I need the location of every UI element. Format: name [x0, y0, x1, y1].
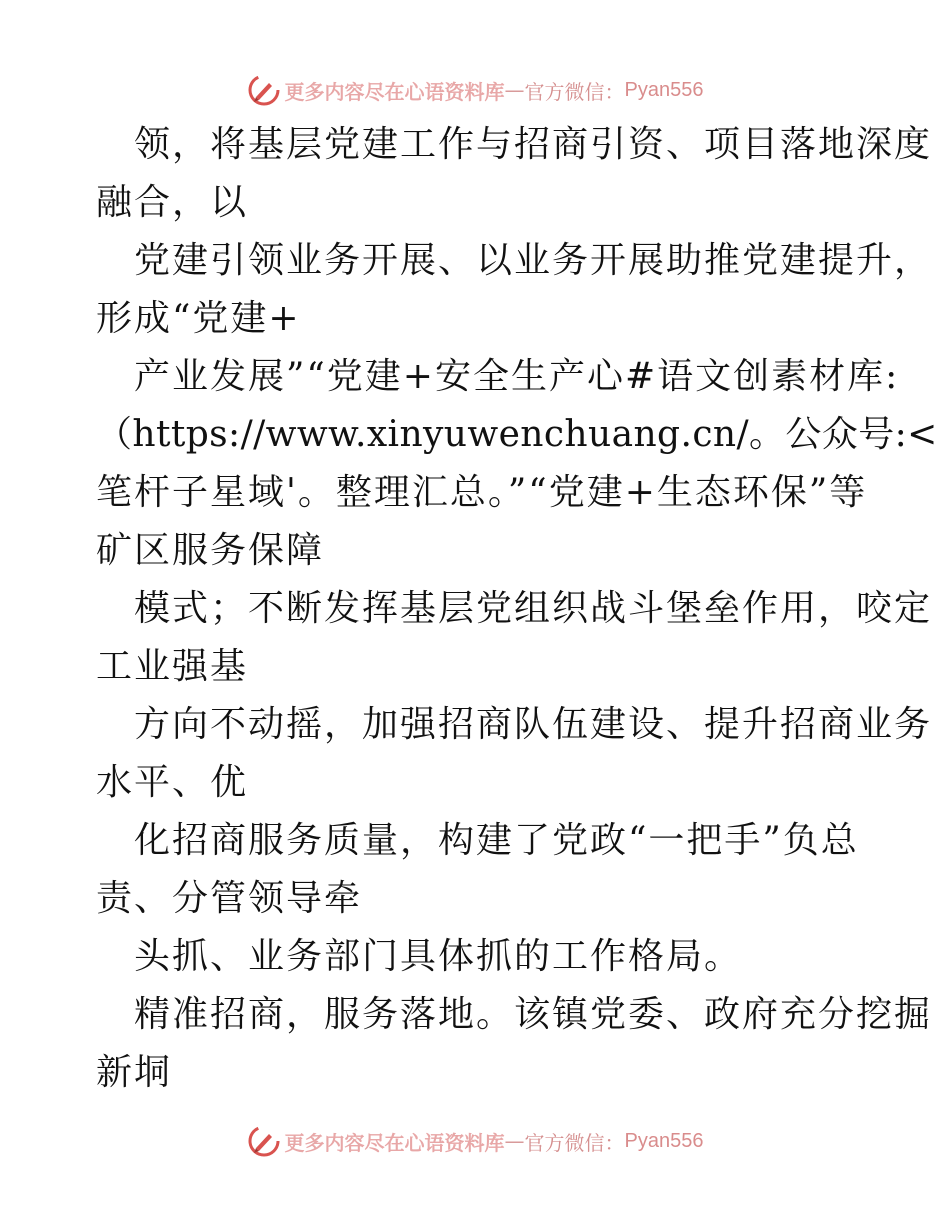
- text-line: 笔杆子星域'。整理汇总。”“党建+生态环保”等: [96, 472, 868, 513]
- text-line: 产业发展”“党建+安全生产心#语文创素材库:: [134, 356, 900, 397]
- banner-wechat-id: Pyan556: [624, 1129, 704, 1152]
- footer-watermark-banner: [0, 1121, 950, 1161]
- text-line: 工业强基: [96, 646, 249, 687]
- text-line: 头抓、业务部门具体抓的工作格局。: [134, 936, 743, 977]
- banner-main-text: 更多内容尽在心语资料库: [284, 1130, 505, 1155]
- text-line: 责、分管领导牵: [96, 878, 363, 919]
- banner-wechat-id: Pyan556: [624, 78, 704, 101]
- text-line: 精准招商，服务落地。该镇党委、政府充分挖掘: [134, 994, 933, 1035]
- text-line: 形成“党建+: [96, 298, 301, 339]
- banner-separator: —: [504, 78, 525, 102]
- text-line: 新垌: [96, 1052, 173, 1093]
- text-line: 化招商服务质量，构建了党政“一把手”负总: [134, 820, 859, 861]
- header-watermark-banner: [0, 70, 950, 110]
- document-body: [96, 116, 938, 1102]
- text-line: 融合，以: [96, 182, 249, 223]
- text-line: 水平、优: [96, 762, 249, 803]
- text-line: （https://www.xinyuwenchuang.cn/。公众号:<: [96, 414, 938, 455]
- banner-wechat-label: 官方微信：: [524, 1130, 625, 1155]
- text-line: 领，将基层党建工作与招商引资、项目落地深度: [134, 124, 933, 165]
- text-line: 党建引领业务开展、以业务开展助推党建提升，: [134, 240, 933, 281]
- text-line: 方向不动摇，加强招商队伍建设、提升招商业务: [134, 704, 933, 745]
- text-line: 矿区服务保障: [96, 530, 325, 571]
- pen-logo-icon: [247, 1124, 281, 1158]
- banner-wechat-label: 官方微信：: [524, 79, 625, 104]
- banner-main-text: 更多内容尽在心语资料库: [284, 79, 505, 104]
- banner-separator: —: [504, 1129, 525, 1153]
- text-line: 模式；不断发挥基层党组织战斗堡垒作用，咬定: [134, 588, 933, 629]
- pen-logo-icon: [247, 73, 281, 107]
